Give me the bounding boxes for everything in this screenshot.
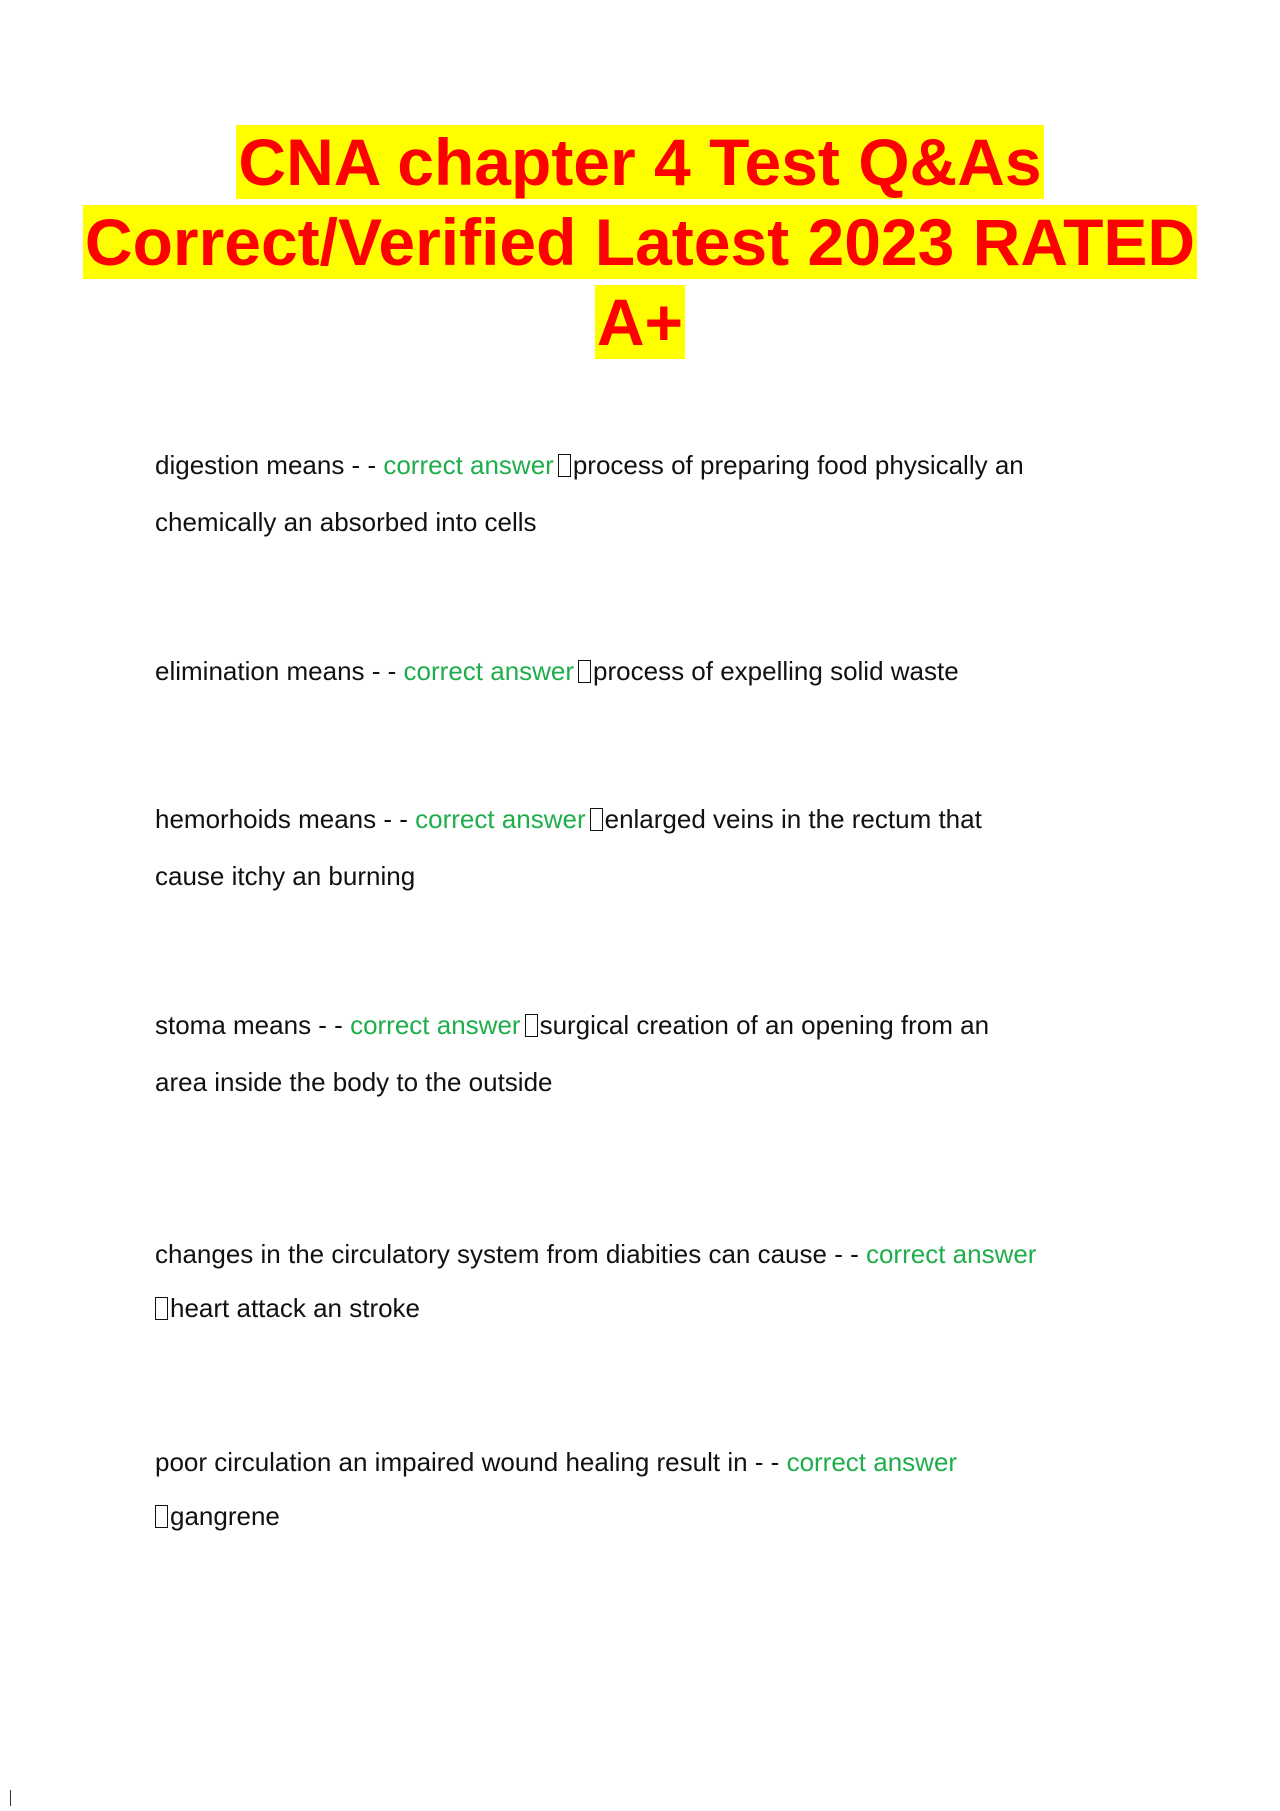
answer-label: correct answer bbox=[383, 450, 554, 480]
question-text: elimination means - - bbox=[155, 656, 404, 686]
answer-text: process of preparing food physically an bbox=[572, 450, 1024, 480]
answer-text: enlarged veins in the rectum that bbox=[604, 804, 982, 834]
missing-glyph-icon bbox=[525, 1014, 538, 1037]
qa-item-gangrene bbox=[155, 1435, 1175, 1543]
missing-glyph-icon bbox=[155, 1505, 168, 1528]
qa-item-diabities bbox=[155, 1227, 1175, 1335]
document-title bbox=[0, 122, 1280, 362]
missing-glyph-icon bbox=[155, 1297, 168, 1320]
answer-text: process of expelling solid waste bbox=[593, 656, 959, 686]
title-line-2: Correct/Verified Latest 2023 RATED bbox=[84, 205, 1196, 279]
answer-label: correct answer bbox=[350, 1010, 521, 1040]
title-line-1: CNA chapter 4 Test Q&As bbox=[238, 125, 1042, 199]
question-text: changes in the circulatory system from diabities can cause - - bbox=[155, 1239, 866, 1269]
answer-label: correct answer bbox=[415, 804, 586, 834]
question-text: stoma means - - bbox=[155, 1010, 351, 1040]
qa-item-elimination bbox=[155, 643, 1175, 700]
missing-glyph-icon bbox=[558, 454, 571, 477]
question-text: poor circulation an impaired wound healing result in - - bbox=[155, 1447, 787, 1477]
title-line-3: A+ bbox=[596, 285, 684, 359]
answer-text: surgical creation of an opening from an bbox=[539, 1010, 990, 1040]
answer-text-continued: area inside the body to the outside bbox=[155, 1067, 553, 1097]
answer-label: correct answer bbox=[786, 1447, 958, 1477]
answer-text: heart attack an stroke bbox=[170, 1293, 421, 1323]
answer-text-continued: chemically an absorbed into cells bbox=[155, 507, 537, 537]
qa-item-digestion bbox=[155, 437, 1175, 551]
missing-glyph-icon bbox=[590, 808, 603, 831]
answer-text-continued: cause itchy an burning bbox=[155, 861, 416, 891]
answer-label: correct answer bbox=[403, 656, 575, 686]
question-text: digestion means - - bbox=[155, 450, 384, 480]
missing-glyph-icon bbox=[578, 660, 591, 683]
answer-text: gangrene bbox=[170, 1501, 280, 1531]
qa-item-stoma bbox=[155, 997, 1175, 1111]
answer-label: correct answer bbox=[865, 1239, 1037, 1269]
question-text: hemorhoids means - - bbox=[155, 804, 416, 834]
qa-item-hemorhoids bbox=[155, 791, 1175, 905]
page-edge-mark bbox=[10, 1790, 11, 1806]
